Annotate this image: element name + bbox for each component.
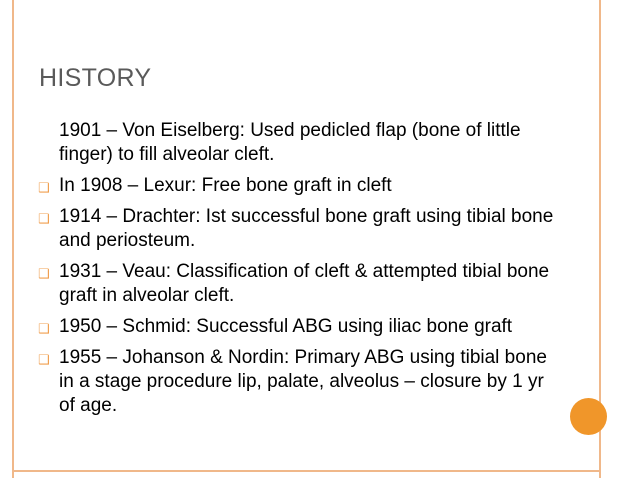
bullet-icon: ❑ — [38, 321, 50, 336]
list-item-text: 1955 – Johanson & Nordin: Primary ABG using tibial bone in a stage procedure lip, palate, alveolus – closure by 1 yr of age. — [59, 347, 547, 416]
list-item-text: 1901 – Von Eiselberg: Used pedicled flap (bone of little finger) to fill alveolar cleft. — [59, 120, 521, 165]
list-item — [39, 119, 559, 167]
bullet-icon: ❑ — [38, 211, 50, 226]
list-item-text: In 1908 – Lexur: Free bone graft in cleft — [59, 175, 392, 196]
history-list — [39, 119, 559, 425]
bullet-icon: ❑ — [38, 266, 50, 281]
list-item — [39, 174, 559, 198]
list-item-text: 1950 – Schmid: Successful ABG using iliac bone graft — [59, 316, 513, 337]
list-item-text: 1931 – Veau: Classification of cleft & attempted tibial bone graft in alveolar cleft. — [59, 261, 550, 306]
list-item — [39, 315, 559, 339]
orange-circle-decoration — [570, 398, 607, 435]
list-item-text: 1914 – Drachter: Ist successful bone graft using tibial bone and periosteum. — [59, 206, 554, 251]
bullet-icon: ❑ — [38, 352, 50, 367]
list-item — [39, 260, 559, 308]
bullet-icon: ❑ — [38, 180, 50, 195]
list-item — [39, 346, 559, 418]
slide-bottom-border — [12, 470, 600, 472]
slide-title: HISTORY — [39, 64, 152, 92]
slide-left-border — [12, 0, 14, 478]
list-item — [39, 205, 559, 253]
